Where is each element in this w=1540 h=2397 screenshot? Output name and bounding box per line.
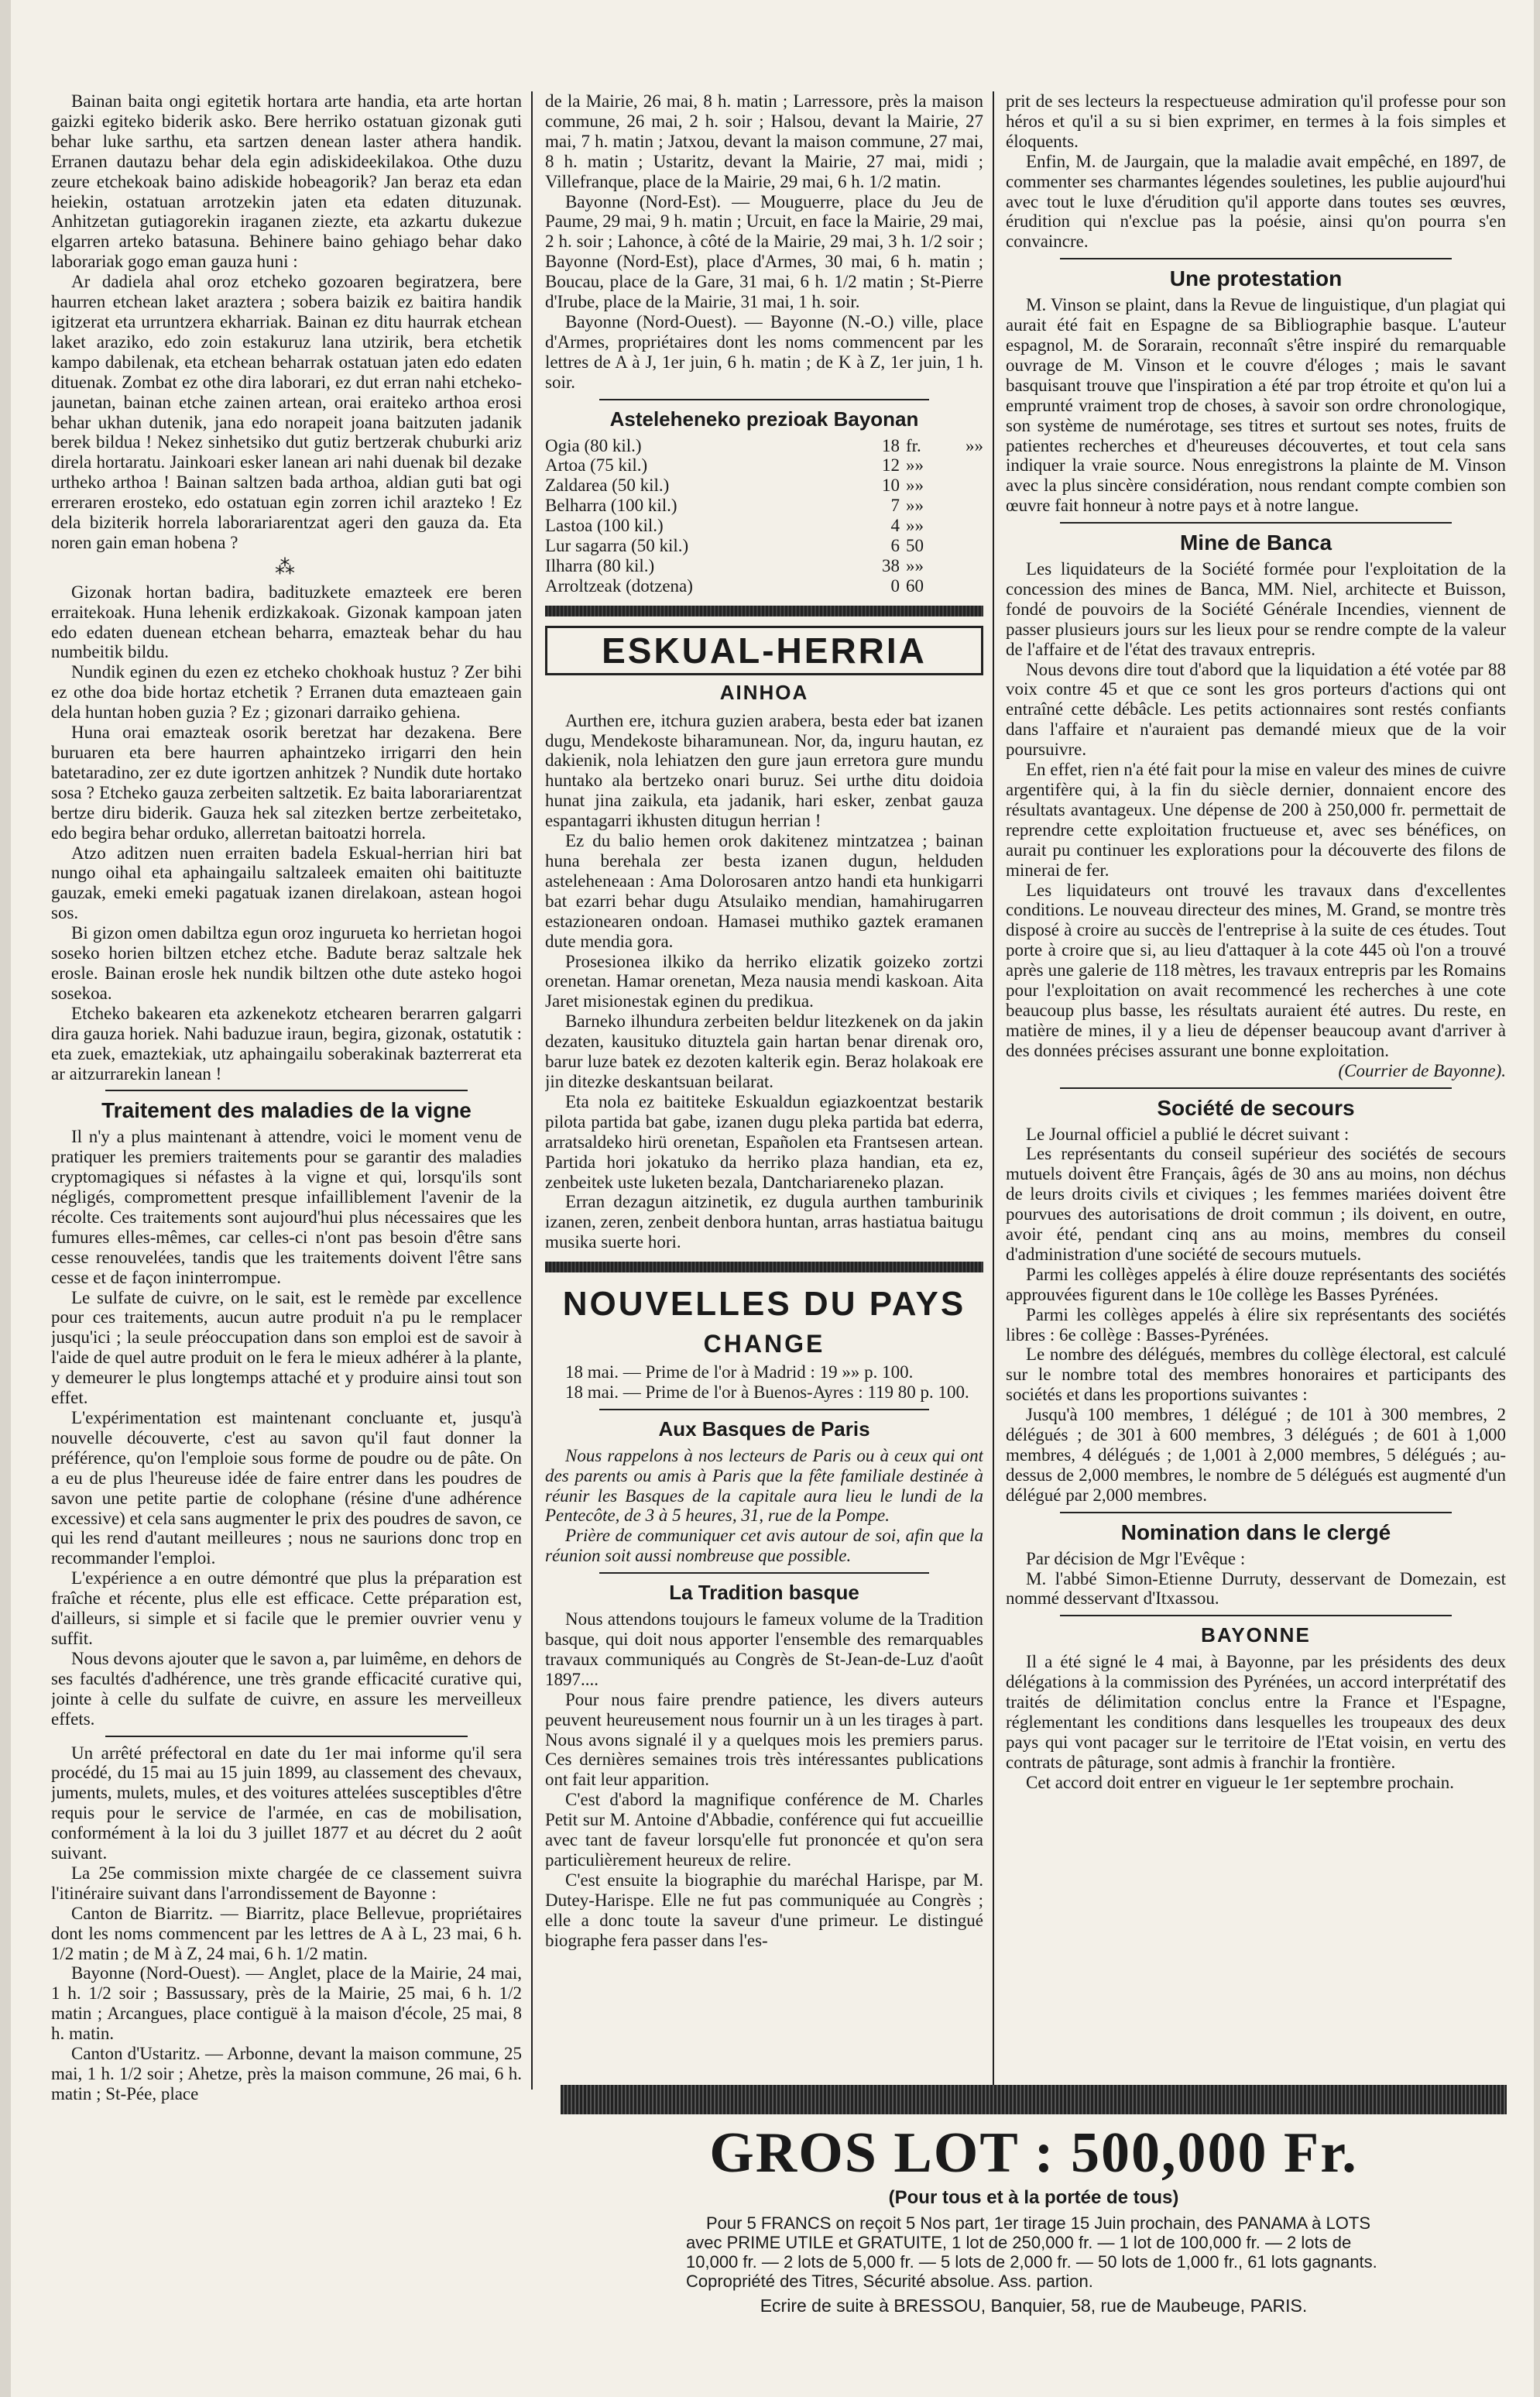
article-paragraph: C'est d'abord la magnifique conférence de M. Charles Petit sur M. Antoine d'Abbadie, conférence qui fut accueillie avec tant de faveur lorsqu'elle fut prononcée et qu'on sera particulièrement heureux de relire. — [545, 1790, 983, 1870]
article-title-secours: Société de secours — [1157, 1095, 1355, 1120]
article-paragraph: Les liquidateurs de la Société formée pour l'exploitation de la concession des mines de Banca, MM. Niel, architecte et Buisson, fondé de pouvoirs de la Société Générale Incendies, viennent de passer plusieurs jours sur les lieux pour se rendre compte de la valeur de l'affaire et de l'état des travaux entrepris. — [1006, 559, 1506, 659]
column-1 — [51, 91, 522, 2384]
newspaper-page — [11, 0, 1534, 2397]
basque-paragraph: Gizonak hortan badira, badituzkete emazteek ere beren erraitekoak. Huna lehenik erdizkakoak. Gizonak kampoan jaten edo edaten duenean etchean beharra, emazteak behar du hau numbeitik bildu. — [51, 582, 522, 662]
price-value: 7 — [890, 496, 900, 516]
article-paragraph: En effet, rien n'a été fait pour la mise en valeur des mines de cuivre argentifère qui, à la fin du siècle dernier, donnaient encore des résultats avantageux. Une dépense de 200 à 250,000 fr. permettait de reprendre cette exploitation fructueuse et, avec ses bénéfices, on aurait pu continuer les explorations pour la découverte des filons de minerai de fer. — [1006, 760, 1506, 880]
price-decimal — [945, 455, 983, 476]
article-paragraph: Par décision de Mgr l'Evêque : — [1026, 1548, 1246, 1568]
divider — [1060, 1512, 1452, 1513]
section-banner-nouvelles: NOUVELLES DU PAYS — [562, 1285, 966, 1324]
article-paragraph: Canton d'Ustaritz. — Arbonne, devant la maison commune, 25 mai, 1 h. 1/2 soir ; Ahetze, près la maison commune, 26 mai, 6 h. matin ; St-Pée, place — [51, 2044, 522, 2103]
price-value: 10 — [882, 476, 900, 496]
article-paragraph: Nous devons ajouter que le savon a, par luimême, en dehors de ses facultés d'adhérence, une très grande efficacité curative qui, jointe à celle du sulfate de cuivre, en assure les merveilleux effets. — [51, 1648, 522, 1729]
article-paragraph: Les représentants du conseil supérieur des sociétés de secours mutuels doivent être Français, âgés de 30 ans au moins, non déchus de leurs droits civils et civiques ; les femmes mariées doivent être pourvues des autorisations de droit commun ; ils doivent, en outre, avoir été, pendant cinq ans au moins, membres du conseil d'administration d'une société de secours mutuels. — [1006, 1144, 1506, 1264]
article-paragraph: Le sulfate de cuivre, on le sait, est le remède par excellence pour ces traitements, aucun autre produit n'a pu le remplacer jusqu'ici ; la seule préoccupation dans son emploi est de savoir à l'aide de quel autre produit on le fera le mieux adhérer à la plante, y demeurer le plus longtemps attaché et y produire ainsi tout son effet. — [51, 1287, 522, 1408]
basque-paragraph: Bainan baita ongi egitetik hortara arte handia, eta arte hortan gaizki egiteko biderik asko. Bere herriko ostatuan gizonak guti behar luke sarthu, eta sartzen denean laster athera handik. Erranen dautazu behar dela egin adiskideekilakoa. Othe duzu zeure etchekoak baino adiskide hobeagorik? Jan beraz eta edan heiekin, ostatuan arrotzekin jaten eta edaten dituzunak. Anhitzetan gutiagorekin iraganen ziezte, eta azkartu dukezue elgarren arteko batasuna. Behinere baino gehiago behar dako laborariak gogo eman gauza huni : — [51, 91, 522, 272]
divider — [599, 1409, 929, 1410]
article-paragraph: Aurthen ere, itchura guzien arabera, besta eder bat izanen dugu, Mendekoste biharamunean. Nor, da, inguru hautan, ez dakienik, nola lehiatzen den gure jaun erretora gure mundu huntako ala bertzeko onari buruz. Sei urthe ditu doidoia hunat jina zaikula, eta jadanik, hari esker, zenbat gauza espantagarri ikhusten ditugun herrian ! — [545, 710, 983, 831]
article-source: (Courrier de Bayonne). — [1338, 1060, 1506, 1080]
ad-body: Pour 5 FRANCS on reçoit 5 Nos part, 1er tirage 15 Juin prochain, des PANAMA à LOTS avec PRIME UTILE et GRATUITE, 1 lot de 250,000 fr. — 1 lot de 100,000 fr. — 2 lots de 10,000 fr. — 2 lots de 5,000 fr. — 5 lots de 2,000 fr. — 50 lots de 1,000 fr., 61 lots gagnants. Copropriété des Titres, Sécurité absolue. Ass. partion. — [686, 2213, 1377, 2291]
price-item: Lastoa (100 kil.) — [545, 516, 664, 536]
price-item: Artoa (75 kil.) — [545, 455, 648, 476]
article-paragraph: La 25e commission mixte chargée de ce classement suivra l'itinéraire suivant dans l'arrondissement de Bayonne : — [51, 1863, 522, 1903]
divider — [105, 1736, 468, 1737]
article-title-bayonne: BAYONNE — [1201, 1623, 1311, 1647]
article-paragraph: Erran dezagun aitzinetik, ez dugula aurthen tamburinik izanen, zeren, zenbeit denbora huntan, arras hastiatua baitugu musika suerte hori. — [545, 1192, 983, 1252]
price-row — [545, 496, 983, 516]
divider — [1060, 258, 1452, 259]
article-paragraph: Le Journal officiel a publié le décret suivant : — [1026, 1124, 1350, 1144]
ad-subheadline: (Pour tous et à la portée de tous) — [888, 2187, 1179, 2208]
article-paragraph: Parmi les collèges appelés à élire six représentants des sociétés libres : 6e collège : Basses-Pyrénées. — [1006, 1304, 1506, 1344]
price-row — [545, 436, 983, 456]
section-ornament: ⁂ — [275, 555, 298, 579]
price-value: 4 — [890, 516, 900, 536]
price-unit: »» — [906, 555, 924, 575]
price-item: Ilharra (80 kil.) — [545, 555, 655, 575]
price-row — [545, 556, 983, 576]
article-title-vigne: Traitement des maladies de la vigne — [101, 1098, 472, 1123]
price-decimal — [945, 496, 983, 516]
article-paragraph: Il n'y a plus maintenant à attendre, voici le moment venu de pratiquer les premiers traitements pour se garantir des maladies cryptomagiques si néfastes à la vigne et qui, lorsqu'ils sont négligés, compromettent presque infailliblement l'avenir de la récolte. Ces traitements sont aujourd'hui plus nécessaires que les fumures elles-mêmes, car celles-ci n'ont pas besoin d'être sans cesse renouvelées, tandis que les traitements doivent l'être sans cesse et de façon ininterrompue. — [51, 1127, 522, 1287]
price-value: 18 — [882, 435, 900, 455]
article-paragraph: Un arrêté préfectoral en date du 1er mai informe qu'il sera procédé, du 15 mai au 15 juin 1899, au classement des chevaux, juments, mulets, mules, et des voitures attelées susceptibles d'être requis pour le service de l'armée, en cas de mobilisation, conformément à la loi du 3 juillet 1877 et au décret du 2 août suivant. — [51, 1743, 522, 1863]
article-paragraph: Nous devons dire tout d'abord que la liquidation a été votée par 88 voix contre 45 et que ce sont les gros porteurs d'actions qui ont entraîné cette débâcle. Les petits actionnaires sont restés confiants dans l'affaire et n'auraient pas demandé mieux que de la voir poursuivre. — [1006, 659, 1506, 760]
article-paragraph: Il a été signé le 4 mai, à Bayonne, par les présidents des deux délégations à la commission des Pyrénées, un accord interprétatif des traités de délimitation conclus entre la France et l'Espagne, réglementant les conditions dans lesquelles les troupeaux des deux pays qui vont pacager sur le territoire de l'Etat voisin, en vertu des contrats de pâturage, sont admis à franchir la frontière. — [1006, 1652, 1506, 1772]
article-paragraph: L'expérimentation est maintenant concluante et, jusqu'à nouvelle découverte, c'est au savon qu'il faut donner la préférence, qu'on l'emploie sous forme de poudre ou de pâte. On a eu de plus l'heureuse idée de faire entrer dans les poudres de savon une petite partie de colophane (résine d'une adhérence excessive) et cela sans augmenter le prix des poudres de savon, ce qui les rend d'autant meilleures ; nous ne saurions donc trop en recommander l'emploi. — [51, 1408, 522, 1568]
divider — [599, 399, 929, 400]
article-paragraph: Jusqu'à 100 membres, 1 délégué ; de 101 à 300 membres, 2 délégués ; de 301 à 600 membres, 3 délégués ; de 601 à 1,000 membres, 4 délégués ; de 1,001 à 2,000 membres, 5 délégués ; au-dessus de 2,000 membres, le nombre de 5 délégués est augmenté d'un délégué par 2,000 membres. — [1006, 1405, 1506, 1505]
section-banner-eskual-herria: ESKUAL-HERRIA — [545, 626, 983, 675]
article-title-basques: Aux Basques de Paris — [658, 1417, 870, 1441]
prices-table — [545, 436, 983, 596]
article-paragraph: Parmi les collèges appelés à élire douze représentants des sociétés approuvées figurent dans le 10e collège les Basses Pyrénées. — [1006, 1264, 1506, 1304]
price-value: 12 — [882, 455, 900, 476]
article-paragraph: Nous attendons toujours le fameux volume de la Tradition basque, qui doit nous apporter l'ensemble des remarquables travaux communiqués au Congrès de St-Jean-de-Luz d'août 1897.... — [545, 1609, 983, 1689]
basque-paragraph: Huna orai emazteak osorik beretzat har dezakena. Bere buruaren eta bere haurren aphaintzeko irrigarri den hein batetaradino, zer ez dute igortzen anhitzek ? Nundik dute hortako sosa ? Etcheko gauza zerbeiten saltzetik. Ez baita laborariarentzat bertze diru biderik. Gauza hek sal zitezken bertze zerbeitetako, edo begira behar orduko, allerretan baitoatzi horrela. — [51, 723, 522, 843]
divider — [599, 1572, 929, 1574]
subsection-title-ainhoa: AINHOA — [719, 680, 809, 704]
price-unit: »» — [906, 455, 924, 476]
price-unit: »» — [906, 516, 924, 536]
article-paragraph: Ez du balio hemen orok dakitenez mintzatzea ; bainan huna berehala zer besta izanen dugun, helduden asteleheneaan : Ama Dolorosaren antzo handi eta hunkigarri bat ezarri behar dugu Atsulaiko mendian, hamahirugarren estazionearen ondoan. Hamasei muthiko gaztek eramanen dute mendia gora. — [545, 831, 983, 951]
price-item: Zaldarea (50 kil.) — [545, 476, 670, 496]
article-title-tradition: La Tradition basque — [669, 1581, 859, 1605]
price-decimal — [945, 536, 983, 556]
heavy-rule — [545, 606, 983, 616]
price-value: 6 — [890, 536, 900, 556]
price-item: Ogia (80 kil.) — [545, 435, 642, 455]
price-unit: 60 — [906, 575, 924, 596]
column-rule — [993, 91, 994, 2090]
price-row — [545, 536, 983, 556]
article-paragraph: C'est ensuite la biographie du maréchal Harispe, par M. Dutey-Harispe. Elle ne fut pas communiquée au Congrès ; elle a donc toute la saveur d'une primeur. Le distingué biographe fera passer dans l'es- — [545, 1870, 983, 1950]
article-paragraph: Prière de communiquer cet avis autour de soi, afin que la réunion soit aussi nombreuse que possible. — [545, 1526, 983, 1566]
price-item: Arroltzeak (dotzena) — [545, 575, 693, 596]
article-title-banca: Mine de Banca — [1179, 531, 1332, 555]
price-row — [545, 576, 983, 596]
advertisement-gros-lot — [562, 2121, 1505, 2316]
price-unit: »» — [906, 496, 924, 516]
article-paragraph: Bayonne (Nord-Ouest). — Bayonne (N.-O.) ville, place d'Armes, propriétaires dont les noms commencent par les lettres de A à J, 1er juin, 6 h. matin ; de K à Z, 1er juin, 1 h. soir. — [545, 311, 983, 392]
heavy-rule — [545, 1262, 983, 1272]
price-unit: 50 — [906, 536, 924, 556]
article-paragraph: Les liquidateurs ont trouvé les travaux dans d'excellentes conditions. Le nouveau directeur des mines, M. Grand, se montre très disposé à croire au succès de l'entreprise à la suite de ces études. Tout porte à croire que si, au lieu d'attaquer à la cote 445 où l'on a trouvé après une galerie de 118 mètres, les travaux entrepris par les Romains pour l'exploitation on avait recommencé les recherches à une cote beaucoup plus basse, les résultats auraient été autres. Du reste, en matière de mines, il y a lieu de dépenser beaucoup avant d'arriver à des données précises assurant une bonne exploitation. — [1006, 880, 1506, 1060]
article-title-clerge: Nomination dans le clergé — [1120, 1520, 1391, 1544]
price-item: Lur sagarra (50 kil.) — [545, 536, 689, 556]
article-paragraph: prit de ses lecteurs la respectueuse admiration qu'il professe pour son héros et qu'il a su si bien exprimer, en termes à la fois simples et éloquents. — [1006, 91, 1506, 151]
price-row — [545, 476, 983, 496]
article-title-protestation: Une protestation — [1169, 266, 1343, 291]
article-paragraph: Bayonne (Nord-Ouest). — Anglet, place de la Mairie, 24 mai, 1 h. 1/2 soir ; Bassussary, près de la Mairie, 25 mai, 6 h. 1/2 matin ; Arcangues, place contiguë à la maison d'école, 25 mai, 8 h. matin. — [51, 1963, 522, 2044]
divider — [1060, 522, 1452, 524]
price-unit: fr. — [906, 435, 921, 455]
price-decimal — [945, 476, 983, 496]
price-decimal: »» — [966, 435, 983, 455]
article-paragraph: Canton de Biarritz. — Biarritz, place Bellevue, propriétaires dont les noms commencent par les lettres de A à L, 23 mai, 6 h. 1/2 matin ; de M à Z, 24 mai, 6 h. 1/2 matin. — [51, 1903, 522, 1963]
price-item: Belharra (100 kil.) — [545, 496, 677, 516]
basque-paragraph: Ar dadiela ahal oroz etcheko gozoaren begiratzera, bere haurren etchean laket araztera ; sobera baizik ez baitira handik igitzerat eta urruntzera ekharriak. Bainan ez ditu haurrak etchean laket araziko, edo zoin estakuruz lana utzirik, bera etchetik kampo dabilenak, eta etchean beharrak ostatuan jaten edo edaten dituenak. Zombat ez othe dira laborari, ez dut erran nahi etcheko-jaunetan, bainan etche zainen artean, orai eraiteko arthoa erosi behar ukhan dutenik, jana edo norapeit joana baitzuten jadanik berek bildua ! Nekez sinhetsiko dut gutiz bertzerak chuburki ariz direla hortaratu. Jainkoari esker lanean ari nahi duenak bil dezake urtheko arthoa ! Bainan saltzen bada arthoa, aldian guti bat ogi erreraren erosteko, edo ostatuan egin zorren ichil arazteko ! Ez dela biziterik horrela laborariarentzat ageri den gauza da. Eta noren gain eman hobena ? — [51, 272, 522, 552]
article-paragraph: de la Mairie, 26 mai, 8 h. matin ; Larressore, près la maison commune, 26 mai, 2 h. soir ; Halsou, devant la Mairie, 27 mai, 7 h. matin ; Jatxou, devant la maison commune, 27 mai, 8 h. matin ; Ustaritz, devant la Mairie, 27 mai, midi ; Villefranque, place de la Mairie, 29 mai, 6 h. 1/2 matin. — [545, 91, 983, 191]
article-paragraph: L'expérience a en outre démontré que plus la préparation est fraîche et récente, plus elle est efficace. Cette préparation est, d'ailleurs, si simple et si facile que le premier ouvrier venu y suffit. — [51, 1568, 522, 1648]
basque-paragraph: Atzo aditzen nuen erraiten badela Eskual-herrian hiri bat nungo oihal eta aphaingailu saltzaleek emaiten ohi baitituzte gauzak, emeki emeki pagatuak izanen direlakoan, astean hogoi sos. — [51, 843, 522, 923]
article-paragraph: Eta nola ez baititeke Eskualdun egiazkoentzat bestarik pilota partida bat gabe, izanen dugu pleka partida bat ederra, arratsaldeko hirü orenetan, Españolen eta Frantsesen artean. Partida hori jokatuko da herriko plaza handian, eta ez, zenbeitek uste luketen bezala, Dantchariareneko plazan. — [545, 1091, 983, 1192]
article-paragraph: Bayonne (Nord-Est). — Mouguerre, place du Jeu de Paume, 29 mai, 9 h. matin ; Urcuit, en face la Mairie, 29 mai, 2 h. soir ; Lahonce, à côté de la Mairie, 29 mai, 3 h. 1/2 soir ; Bayonne (Nord-Est), place d'Armes, 30 mai, 6 h. matin ; Boucau, place de la Gare, 31 mai, 6 h. 1/2 matin ; St-Pierre d'Irube, place de la Mairie, 31 mai, 1 h. soir. — [545, 191, 983, 312]
prices-title: Asteleheneko prezioak Bayonan — [609, 407, 919, 431]
divider — [1060, 1615, 1452, 1616]
article-paragraph: Cet accord doit entrer en vigueur le 1er septembre prochain. — [1026, 1772, 1455, 1792]
article-paragraph: Pour nous faire prendre patience, les divers auteurs peuvent heureusement nous fournir un à un les tirages à part. Nous avons signalé il y a quelques mois les premiers parus. Ces dernières semaines trois très intéressantes publications ont fait leur apparition. — [545, 1689, 983, 1790]
divider — [1060, 1087, 1452, 1089]
basque-paragraph: Etcheko bakearen eta azkenekotz etchearen berarren galgarri dira gauza horiek. Nahi baduzue iraun, begira, gizonak, ostatutik : eta zuek, emaztekiak, utz aphaingailu soberakinak bazterrerat eta ar aitzurrarekin lanean ! — [51, 1003, 522, 1083]
article-paragraph: Prosesionea ilkiko da herriko elizatik goizeko zortzi orenetan. Hamar orenetan, Meza nausia mendi kaskoan. Aita Jaret misionestak eginen du predikua. — [545, 951, 983, 1011]
price-unit: »» — [906, 476, 924, 496]
article-paragraph: M. Vinson se plaint, dans la Revue de linguistique, d'un plagiat qui aurait été fait en Espagne de sa Bibliographie basque. L'auteur espagnol, M. de Sorarain, reconnaît s'être inspiré du remarquable ouvrage de M. Vinson et le couvre d'éloges ; mais le savant basquisant trouve que l'inspiration a été par trop étroite et qu'on lui a emprunté vraiment trop de choses, à savoir son ordre chronologique, son système de numérotage, ses titres et surtout ses notes, fruits de patientes recherches et d'heureuses découvertes, et tout cela sans indiquer la vraie source. Nous enregistrons la plainte de M. Vinson avec la plus sincère considération, nous rendant compte combien son œuvre fait honneur à notre pays et à notre langue. — [1006, 295, 1506, 516]
subsection-title-change: CHANGE — [703, 1330, 825, 1358]
basque-paragraph: Nundik eginen du ezen ez etcheko chokhoak hustuz ? Zer bihi ez othe doa bide hortaz etchetik ? Erranen duta emazteaen gain dela huntan hoben guzia ? Ez ; gizonari darraiko gehiena. — [51, 662, 522, 723]
price-decimal — [945, 576, 983, 596]
article-paragraph: Le nombre des délégués, membres du collège électoral, est calculé sur le nombre total des membres honoraires et participants des sociétés et dans les proportions suivantes : — [1006, 1344, 1506, 1405]
price-decimal — [945, 556, 983, 576]
price-row — [545, 455, 983, 476]
price-row — [545, 516, 983, 536]
ad-heavy-rule — [561, 2085, 1507, 2114]
basque-paragraph: Bi gizon omen dabiltza egun oroz ingurueta ko herrietan hogoi soseko horien biltzen etchez etche. Badute beraz saltzale hek erosle. Bainan erosle hek nundik biltzen othe dute asteko hogoi sosekoa. — [51, 923, 522, 1003]
article-paragraph: Enfin, M. de Jaurgain, que la maladie avait empêché, en 1897, de commenter ses charmantes légendes souletines, les publie aujourd'hui avec tout le luxe d'érudition qu'il apporte dans toutes ses œuvres, érudition qui n'exclue pas la poésie, ainsi qu'on pourra s'en convaincre. — [1006, 151, 1506, 252]
price-decimal — [945, 516, 983, 536]
article-paragraph: 18 mai. — Prime de l'or à Madrid : 19 »» p. 100. — [565, 1362, 914, 1382]
price-value: 0 — [890, 575, 900, 596]
ad-contact: Ecrire de suite à BRESSOU, Banquier, 58, rue de Maubeuge, PARIS. — [760, 2296, 1308, 2316]
article-paragraph: Barneko ilhundura zerbeiten beldur litezkenek on da jakin dezaten, kausituko dituztela gain hartan benar direnak oro, barur luze batek ez dezoten kalterik egin. Beraz holakoak ere jin ditezke deskantsuan beilarat. — [545, 1011, 983, 1091]
column-3 — [1006, 91, 1506, 2074]
article-paragraph: 18 mai. — Prime de l'or à Buenos-Ayres : 119 80 p. 100. — [565, 1382, 969, 1402]
price-value: 38 — [882, 555, 900, 575]
column-2 — [545, 91, 983, 2074]
article-paragraph: M. l'abbé Simon-Etienne Durruty, desservant de Domezain, est nommé desservant d'Itxassou. — [1006, 1568, 1506, 1609]
article-paragraph: Nous rappelons à nos lecteurs de Paris ou à ceux qui ont des parents ou amis à Paris que la fête familiale destinée à réunir les Basques de la capitale aura lieu le lundi de la Pentecôte, de 3 à 5 heures, 31, rue de la Pompe. — [545, 1445, 983, 1526]
divider — [105, 1090, 468, 1091]
column-rule — [531, 91, 533, 2090]
ad-headline: GROS LOT : 500,000 Fr. — [709, 2121, 1358, 2185]
